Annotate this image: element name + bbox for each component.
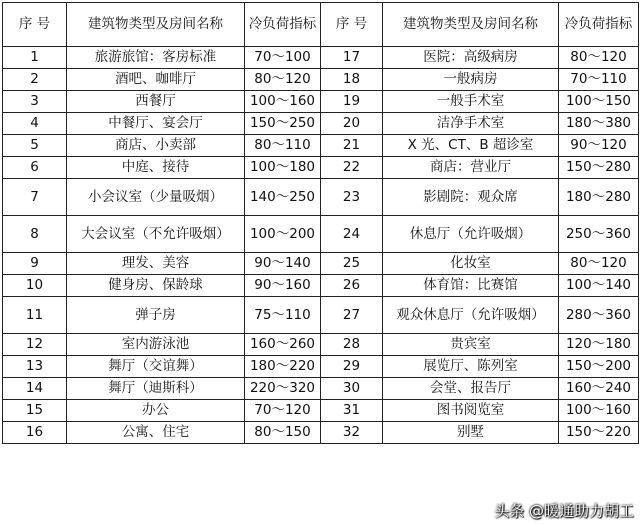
row-name-right: 化妆室 [383, 253, 559, 275]
row-seq-left: 3 [3, 91, 67, 113]
header-type-right: 建筑物类型及房间名称 [383, 3, 559, 47]
row-name-left: 健身房、保龄球 [67, 275, 245, 297]
row-value-right: 100～150 [559, 91, 639, 113]
table-row [3, 297, 639, 334]
row-value-right: 250～360 [559, 216, 639, 253]
header-seq-right: 序 号 [321, 3, 383, 47]
row-name-left: 酒吧、咖啡厅 [67, 69, 245, 91]
row-value-left: 100～200 [245, 216, 321, 253]
row-name-right: 一般手术室 [383, 91, 559, 113]
row-value-left: 70～120 [245, 400, 321, 422]
row-name-left: 弹子房 [67, 297, 245, 334]
row-seq-left: 6 [3, 157, 67, 179]
row-seq-right: 18 [321, 69, 383, 91]
row-value-left: 160～260 [245, 334, 321, 356]
row-name-right: 观众休息厅（允许吸烟） [383, 297, 559, 334]
row-value-right: 180～280 [559, 179, 639, 216]
table-row [3, 157, 639, 179]
table-row [3, 91, 639, 113]
row-seq-left: 13 [3, 356, 67, 378]
row-seq-left: 10 [3, 275, 67, 297]
row-seq-left: 2 [3, 69, 67, 91]
watermark: 头条 @暖通助力胡工 [494, 502, 634, 520]
table-header-row [3, 3, 639, 47]
row-seq-right: 28 [321, 334, 383, 356]
row-name-right: 休息厅（允许吸烟） [383, 216, 559, 253]
row-value-left: 220～320 [245, 378, 321, 400]
row-name-left: 室内游泳池 [67, 334, 245, 356]
row-value-left: 80～150 [245, 422, 321, 444]
row-name-left: 小会议室（少量吸烟） [67, 179, 245, 216]
row-value-right: 120～180 [559, 334, 639, 356]
row-seq-left: 12 [3, 334, 67, 356]
row-seq-right: 26 [321, 275, 383, 297]
row-value-left: 180～220 [245, 356, 321, 378]
row-seq-left: 7 [3, 179, 67, 216]
row-value-left: 75～110 [245, 297, 321, 334]
row-name-left: 商店、小卖部 [67, 135, 245, 157]
row-name-left: 舞厅（迪斯科） [67, 378, 245, 400]
header-type-left: 建筑物类型及房间名称 [67, 3, 245, 47]
row-seq-right: 21 [321, 135, 383, 157]
row-name-right: 洁净手术室 [383, 113, 559, 135]
row-value-right: 160～240 [559, 378, 639, 400]
row-value-right: 80～120 [559, 253, 639, 275]
row-seq-right: 27 [321, 297, 383, 334]
table-row [3, 47, 639, 69]
row-seq-left: 5 [3, 135, 67, 157]
table-row [3, 253, 639, 275]
row-name-right: 贵宾室 [383, 334, 559, 356]
cooling-load-table [2, 2, 639, 444]
row-name-right: 图书阅览室 [383, 400, 559, 422]
row-seq-right: 22 [321, 157, 383, 179]
row-seq-right: 29 [321, 356, 383, 378]
row-seq-left: 15 [3, 400, 67, 422]
row-name-left: 中餐厅、宴会厅 [67, 113, 245, 135]
row-seq-left: 16 [3, 422, 67, 444]
table-row [3, 179, 639, 216]
table-row [3, 334, 639, 356]
row-value-left: 90～160 [245, 275, 321, 297]
row-name-right: X 光、CT、B 超诊室 [383, 135, 559, 157]
table-row [3, 69, 639, 91]
table-row [3, 216, 639, 253]
row-value-left: 90～140 [245, 253, 321, 275]
row-seq-right: 20 [321, 113, 383, 135]
header-index-right: 冷负荷指标 [559, 3, 639, 47]
row-seq-left: 4 [3, 113, 67, 135]
row-name-right: 影剧院：观众席 [383, 179, 559, 216]
row-value-right: 90～120 [559, 135, 639, 157]
row-name-right: 体育馆：比赛馆 [383, 275, 559, 297]
row-seq-right: 31 [321, 400, 383, 422]
table-row [3, 378, 639, 400]
table-row [3, 400, 639, 422]
row-value-right: 280～360 [559, 297, 639, 334]
row-value-left: 150～250 [245, 113, 321, 135]
row-name-left: 理发、美容 [67, 253, 245, 275]
row-seq-right: 17 [321, 47, 383, 69]
row-name-left: 舞厅（交谊舞） [67, 356, 245, 378]
row-value-left: 140～250 [245, 179, 321, 216]
table-row [3, 135, 639, 157]
row-name-left: 办公 [67, 400, 245, 422]
row-seq-right: 23 [321, 179, 383, 216]
row-value-left: 100～180 [245, 157, 321, 179]
row-value-right: 150～280 [559, 157, 639, 179]
header-index-left: 冷负荷指标 [245, 3, 321, 47]
table-row [3, 113, 639, 135]
row-value-right: 70～110 [559, 69, 639, 91]
row-seq-right: 24 [321, 216, 383, 253]
row-name-left: 旅游旅馆：客房标准 [67, 47, 245, 69]
row-seq-right: 32 [321, 422, 383, 444]
row-name-left: 大会议室（不允许吸烟） [67, 216, 245, 253]
row-name-right: 商店：营业厅 [383, 157, 559, 179]
row-name-right: 一般病房 [383, 69, 559, 91]
row-seq-right: 30 [321, 378, 383, 400]
row-name-right: 会堂、报告厅 [383, 378, 559, 400]
row-name-right: 医院：高级病房 [383, 47, 559, 69]
row-value-left: 80～120 [245, 69, 321, 91]
row-value-left: 100～160 [245, 91, 321, 113]
row-seq-left: 9 [3, 253, 67, 275]
header-seq-left: 序 号 [3, 3, 67, 47]
row-seq-left: 8 [3, 216, 67, 253]
row-name-left: 西餐厅 [67, 91, 245, 113]
row-value-right: 100～140 [559, 275, 639, 297]
table-row [3, 422, 639, 444]
row-value-left: 70～100 [245, 47, 321, 69]
row-seq-left: 14 [3, 378, 67, 400]
row-name-right: 别墅 [383, 422, 559, 444]
row-seq-left: 11 [3, 297, 67, 334]
row-name-left: 公寓、住宅 [67, 422, 245, 444]
row-name-left: 中庭、接待 [67, 157, 245, 179]
row-value-right: 150～200 [559, 356, 639, 378]
row-value-right: 180～380 [559, 113, 639, 135]
row-value-right: 80～120 [559, 47, 639, 69]
table-row [3, 356, 639, 378]
row-value-right: 100～160 [559, 400, 639, 422]
table-row [3, 275, 639, 297]
row-seq-right: 25 [321, 253, 383, 275]
row-value-right: 150～220 [559, 422, 639, 444]
row-name-right: 展览厅、陈列室 [383, 356, 559, 378]
row-seq-left: 1 [3, 47, 67, 69]
row-value-left: 80～110 [245, 135, 321, 157]
row-seq-right: 19 [321, 91, 383, 113]
